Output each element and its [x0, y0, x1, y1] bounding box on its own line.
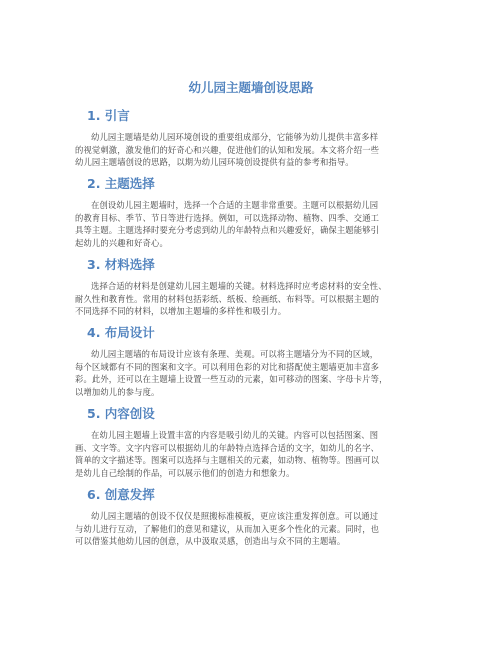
paragraph-line: 幼儿园主题墙创设的思路，以期为幼儿园环境创设提供有益的参考和指导。 [75, 157, 354, 168]
document-title: 幼儿园主题墙创设思路 [188, 80, 314, 95]
section-paragraph [75, 510, 435, 548]
section-heading: 3. 材料选择 [87, 257, 155, 272]
section-theme-selection [75, 176, 435, 249]
section-creativity [75, 487, 435, 548]
paragraph-line: 可以借鉴其他幼儿园的创意，从中汲取灵感，创造出与众不同的主题墙。 [75, 536, 346, 547]
section-layout-design [75, 325, 435, 398]
paragraph-line: 幼儿园主题墙的创设不仅仅是照搬标准模板，更应该注重发挥创意。可以通过 [91, 511, 379, 521]
paragraph-line: 每个区域都有不同的图案和文字。可以利用色彩的对比和搭配使主题墙更加丰富多 [75, 361, 380, 372]
paragraph-line: 起幼儿的兴趣和好奇心。 [75, 237, 168, 248]
paragraph-line: 不同选择不同的材料，以增加主题墙的多样性和吸引力。 [75, 306, 287, 317]
section-paragraph [75, 199, 435, 249]
paragraph-line: 是幼儿自己绘制的作品，可以展示他们的创造力和想象力。 [75, 467, 295, 478]
paragraph-line: 彩。此外，还可以在主题墙上设置一些互动的元素，如可移动的图案、字母卡片等， [75, 374, 388, 385]
section-paragraph [75, 429, 435, 479]
section-material-selection [75, 257, 435, 318]
paragraph-line: 的视觉刺激，激发他们的好奇心和兴趣，促进他们的认知和发展。本文将介绍一些 [75, 144, 380, 155]
paragraph-line: 耐久性和教育性。常用的材料包括彩纸、纸板、绘画纸、布料等。可以根据主题的 [75, 293, 380, 304]
section-paragraph [75, 280, 435, 318]
paragraph-line: 画、文字等。文字内容可以根据幼儿的年龄特点选择合适的文字，如幼儿的名字、 [75, 442, 380, 453]
paragraph-line: 与幼儿进行互动，了解他们的意见和建议，从而加入更多个性化的元素。同时，也 [75, 523, 380, 534]
section-heading: 1. 引言 [87, 108, 130, 123]
section-paragraph [75, 131, 435, 169]
paragraph-line: 在创设幼儿园主题墙时，选择一个合适的主题非常重要。主题可以根据幼儿园 [91, 200, 379, 210]
paragraph-line: 简单的文字描述等。图案可以选择与主题相关的元素，如动物、植物等。图画可以 [75, 455, 380, 466]
paragraph-line: 幼儿园主题墙是幼儿园环境创设的重要组成部分，它能够为幼儿提供丰富多样 [91, 132, 379, 142]
paragraph-line: 以增加幼儿的参与度。 [75, 386, 160, 397]
paragraph-line: 具等主题。主题选择时要充分考虑到幼儿的年龄特点和兴趣爱好，确保主题能够引 [75, 225, 380, 236]
section-paragraph [75, 348, 435, 398]
section-introduction [75, 108, 435, 169]
section-heading: 2. 主题选择 [87, 176, 155, 191]
section-content-creation [75, 406, 435, 479]
section-heading: 4. 布局设计 [87, 325, 155, 340]
paragraph-line: 选择合适的材料是创建幼儿园主题墙的关键。材料选择时应考虑材料的安全性、 [91, 281, 387, 291]
paragraph-line: 幼儿园主题墙的布局设计应该有条理、美观。可以将主题墙分为不同的区域， [91, 349, 379, 359]
section-heading: 6. 创意发挥 [87, 487, 155, 502]
paragraph-line: 在幼儿园主题墙上设置丰富的内容是吸引幼儿的关键。内容可以包括图案、图 [91, 430, 379, 440]
paragraph-line: 的教育目标、季节、节日等进行选择。例如，可以选择动物、植物、四季、交通工 [75, 212, 380, 223]
section-heading: 5. 内容创设 [87, 406, 155, 421]
